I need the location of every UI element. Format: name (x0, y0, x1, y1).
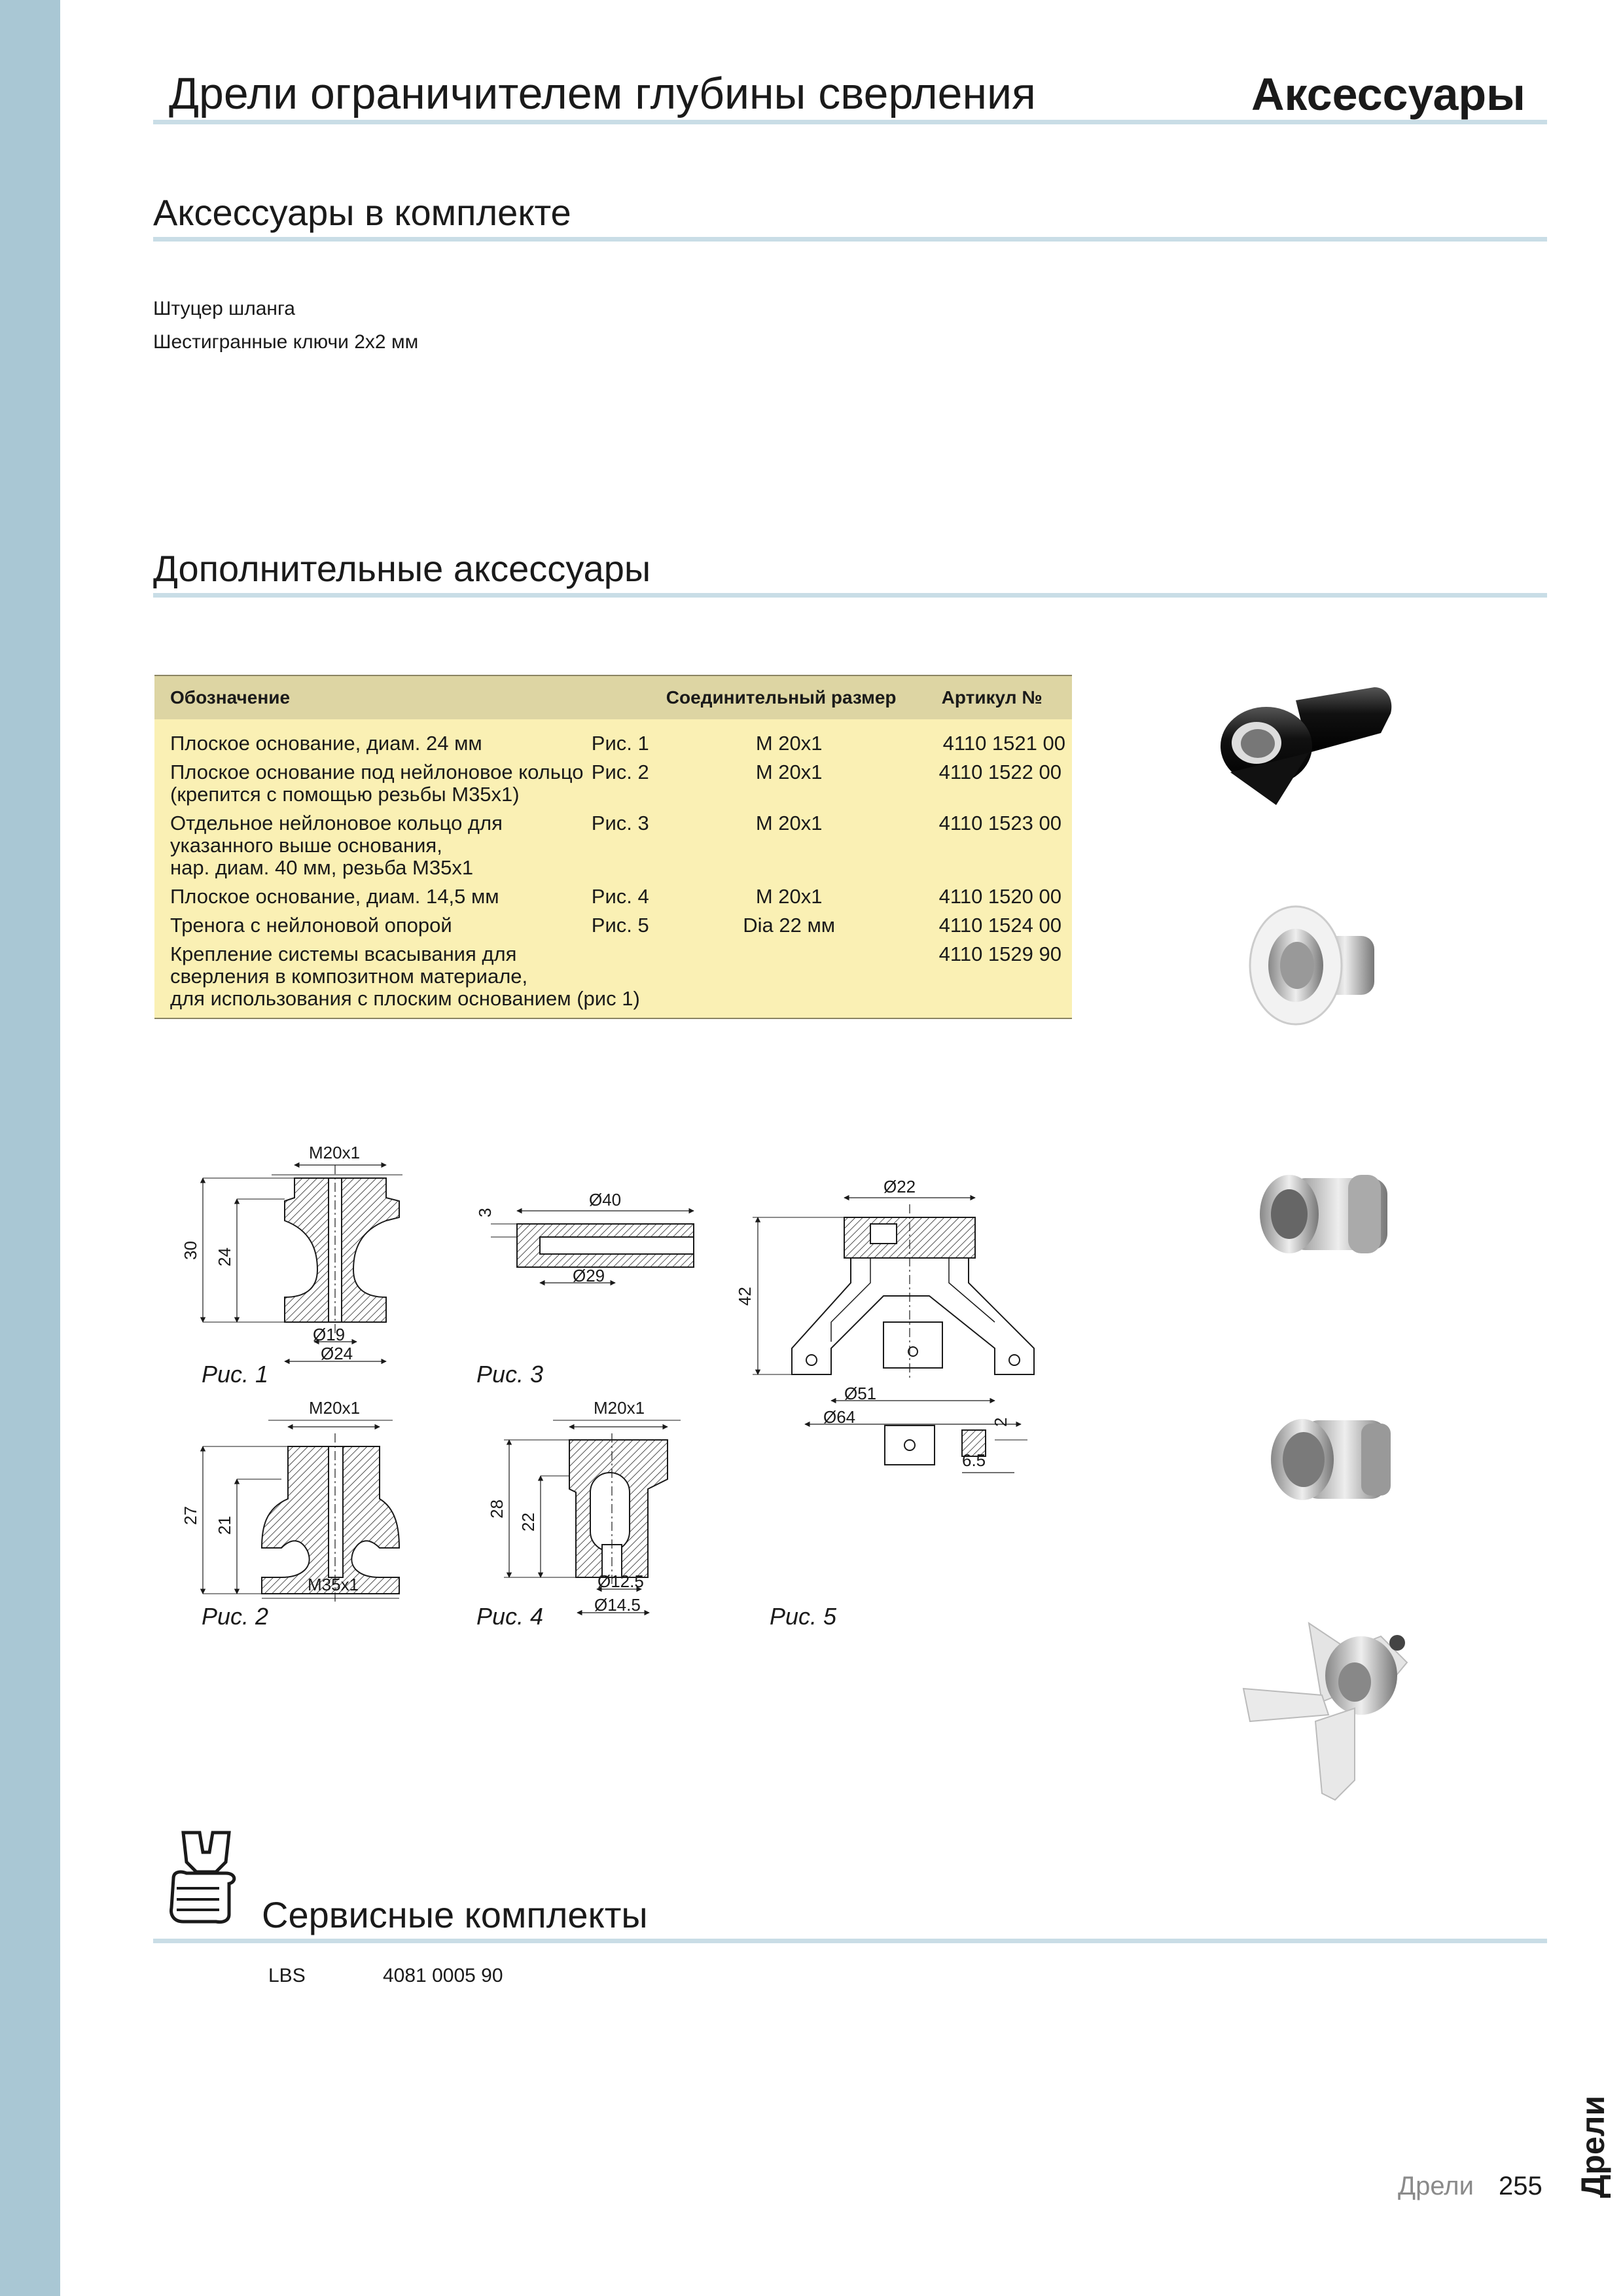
fig4-caption: Рис. 4 (476, 1603, 544, 1630)
included-rule (153, 237, 1547, 242)
fig5-width-label: 6.5 (962, 1450, 986, 1470)
table-row (154, 943, 1072, 1018)
fig4-inner-diameter-label: Ø12.5 (597, 1571, 644, 1591)
row-article: 4110 1522 00 (938, 761, 1061, 783)
fig2-caption: Рис. 2 (202, 1603, 269, 1630)
row-designation: Плоское основание под нейлоновое кольцо (крепится с помощью резьбы M35x1) (170, 761, 584, 806)
header-rule (153, 120, 1547, 124)
fig5-mid-diameter-label: Ø51 (844, 1384, 877, 1403)
col-connection: Соединительный размер (666, 675, 904, 719)
photo-tripod (1224, 1610, 1440, 1806)
col-designation: Обозначение (154, 675, 592, 719)
row-article: 4110 1523 00 (938, 812, 1061, 834)
fig5-slot-label: 2 (991, 1417, 1010, 1427)
table-row (154, 886, 1072, 914)
accessories-table (154, 675, 1072, 1019)
service-kit-name: LBS (268, 1965, 306, 1986)
photo-separate-nylon-ring (1250, 1158, 1400, 1270)
table-row (154, 761, 1072, 812)
fig1-thread-label: M20x1 (309, 1143, 361, 1162)
footer-category: Дрели (1398, 2172, 1474, 2200)
row-designation: Плоское основание, диам. 14,5 мм (170, 885, 499, 908)
fig3-outer-diameter-label: Ø40 (589, 1190, 622, 1210)
side-tab-bar (0, 0, 60, 2296)
fig2-inner-height-label: 21 (215, 1516, 234, 1535)
service-heading: Сервисные комплекты (262, 1894, 648, 1935)
photo-base-24mm (1204, 674, 1400, 818)
fig3-inner-diameter-label: Ø29 (573, 1266, 605, 1285)
included-heading: Аксессуары в комплекте (153, 192, 571, 233)
row-designation: Тренога с нейлоновой опорой (170, 914, 452, 937)
fig1-caption: Рис. 1 (202, 1361, 269, 1388)
row-connection: M 20x1 (755, 732, 823, 755)
service-kit-article: 4081 0005 90 (383, 1965, 503, 1986)
row-connection: Dia 22 мм (743, 914, 836, 937)
fig3-caption: Рис. 3 (476, 1361, 544, 1388)
table-row (154, 812, 1072, 886)
page-category: Аксессуары (1251, 69, 1525, 120)
fig4-thread-label: M20x1 (594, 1398, 645, 1418)
row-article: 4110 1520 00 (938, 885, 1061, 908)
fig4-inner-height-label: 22 (518, 1513, 538, 1532)
figure-4-drawing (487, 1398, 681, 1615)
wrench-hand-icon (164, 1826, 249, 1924)
page-title: Дрели ограничителем глубины сверления (169, 69, 1036, 118)
figure-3-drawing (475, 1190, 694, 1285)
row-designation: Плоское основание, диам. 24 мм (170, 732, 482, 755)
figure-1-drawing (181, 1143, 402, 1363)
page-number: 255 (1499, 2172, 1543, 2200)
fig2-bottom-thread-label: M35x1 (308, 1575, 359, 1594)
fig5-outer-diameter-label: Ø64 (823, 1407, 856, 1427)
additional-rule (153, 593, 1547, 598)
row-article: 4110 1521 00 (942, 732, 1065, 755)
col-article: Артикул № (904, 675, 1072, 719)
fig5-caption: Рис. 5 (770, 1603, 837, 1630)
row-article: 4110 1524 00 (938, 914, 1061, 937)
fig1-outer-diameter-label: Ø24 (321, 1344, 353, 1363)
fig5-top-diameter-label: Ø22 (883, 1177, 916, 1196)
fig1-inner-diameter-label: Ø19 (313, 1325, 346, 1344)
table-header-row (154, 675, 1072, 719)
row-figure: Рис. 1 (591, 732, 649, 755)
col-figure (592, 675, 666, 719)
row-figure: Рис. 3 (591, 812, 649, 834)
row-connection: M 20x1 (755, 761, 823, 783)
row-figure: Рис. 2 (591, 761, 649, 783)
fig1-inner-height-label: 24 (215, 1247, 234, 1266)
photo-base-nylon-ring (1243, 897, 1387, 1028)
fig2-thread-label: M20x1 (309, 1398, 361, 1418)
figure-5-drawing (735, 1177, 1034, 1473)
included-item: Штуцер шланга (153, 298, 295, 319)
row-designation: Крепление системы всасывания для сверления в композитном материале, для использования с плоским основанием (рис 1) (154, 943, 904, 1018)
row-figure: Рис. 5 (591, 914, 649, 937)
photo-base-14mm (1257, 1401, 1400, 1518)
figure-2-drawing (181, 1398, 399, 1604)
row-figure: Рис. 4 (591, 885, 649, 908)
fig5-height-label: 42 (735, 1287, 755, 1306)
technical-drawings (177, 1126, 1080, 1636)
side-tab-label: Дрели (1575, 2095, 1611, 2198)
table-row (154, 719, 1072, 761)
fig4-height-label: 28 (487, 1499, 507, 1518)
fig1-height-label: 30 (181, 1241, 200, 1260)
fig4-outer-diameter-label: Ø14.5 (594, 1595, 641, 1615)
row-article: 4110 1529 90 (904, 943, 1072, 1018)
row-connection: M 20x1 (755, 812, 823, 834)
fig3-height-label: 3 (475, 1208, 495, 1217)
row-connection: M 20x1 (755, 885, 823, 908)
included-item: Шестигранные ключи 2x2 мм (153, 331, 419, 353)
service-rule (153, 1939, 1547, 1943)
additional-heading: Дополнительные аксессуары (153, 548, 651, 589)
row-designation: Отдельное нейлоновое кольцо для указанного выше основания, нар. диам. 40 мм, резьба M35x1 (170, 812, 503, 879)
fig2-height-label: 27 (181, 1506, 200, 1525)
table-row (154, 914, 1072, 943)
